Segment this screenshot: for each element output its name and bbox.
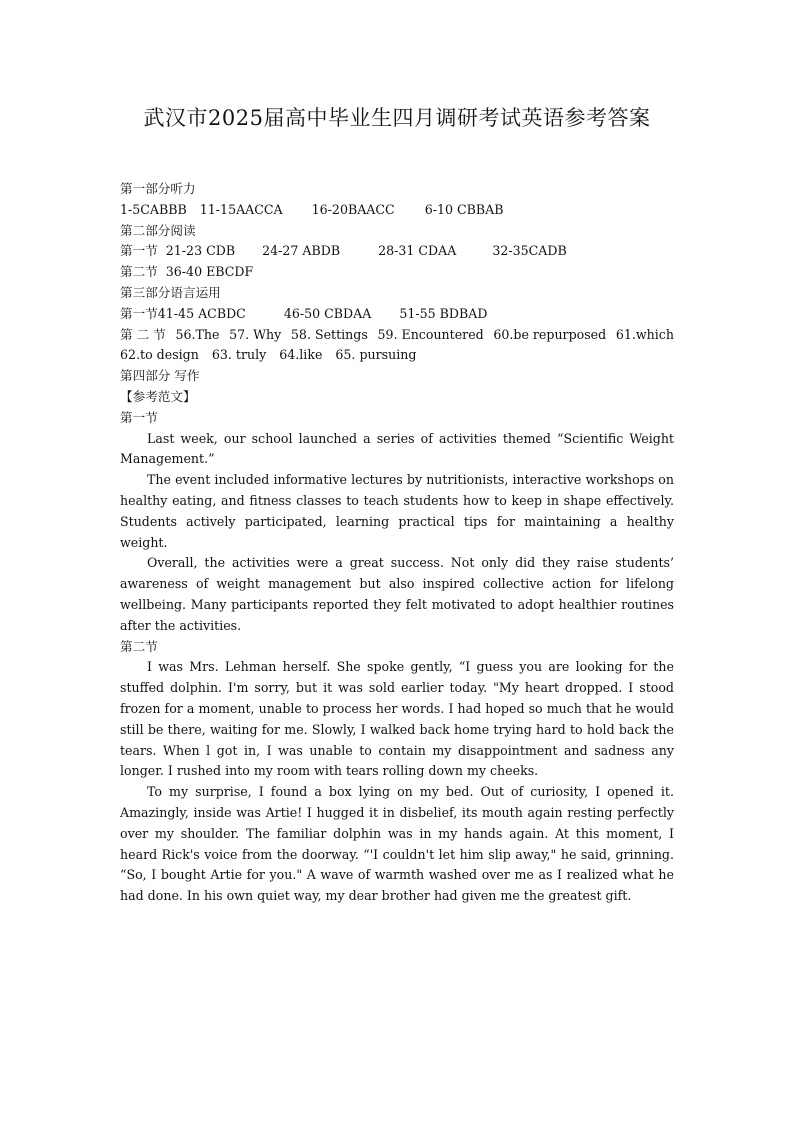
document-body (120, 179, 674, 907)
answer-group: 21-23 CDB (165, 243, 236, 259)
part2-heading: 第二部分阅读 (120, 222, 196, 238)
answer-group: 28-31 CDAA (378, 243, 457, 259)
answer-group: 1-5CABBB (120, 201, 187, 217)
section-label: 第 二 节 (120, 326, 166, 342)
answer-item: 65. pursuing (335, 347, 417, 363)
document-title: 武汉市2025届高中毕业生四月调研考试英语参考答案 (143, 106, 651, 130)
answer-item: 60.be repurposed (493, 326, 607, 342)
part4-heading: 第四部分 写作 (120, 368, 200, 384)
answer-group: 46-50 CBDAA (283, 305, 372, 321)
answer-item: 59. Encountered (377, 326, 484, 342)
answer-group: 6-10 CBBAB (424, 201, 504, 217)
essay-paragraph: I was Mrs. Lehman herself. She spoke gently, “I guess you are looking for the stuffed dolphin. I'm sorry, but it was sold earlier today. "My heart dropped. I stood frozen for a moment, unable to process her words. I had hoped so much that he would still be there, waiting for me. Slowly, I walked back home trying hard to hold back the tears. When l got in, I was unable to contain my disappointment and sadness any longer. I rushed into my room with tears rolling down my cheeks. (120, 659, 674, 779)
section-label: 第一节 (120, 243, 158, 259)
answer-group: 51-55 BDBAD (399, 305, 488, 321)
sample-essay-label: 【参考范文】 (120, 388, 196, 404)
part4-section1-label: 第一节 (120, 409, 158, 425)
essay-paragraph: To my surprise, I found a box lying on my bed. Out of curiosity, I opened it. Amazingly, inside was Artie! I hugged it in disbelief, its mouth again resting perfectly over my shoulder. The familiar dolphin was in my hands again. At this moment, I heard Rick's voice from the doorway. “'I couldn't let him slip away," he said, grinning. “So, I bought Artie for you." A wave of warmth washed over me as I realized what he had done. In his own quiet way, my dear brother had given me the greatest gift. (120, 784, 674, 904)
part2-section1-row (120, 241, 674, 262)
part3-section1-row (120, 304, 674, 325)
essay-paragraph: The event included informative lectures by nutritionists, interactive workshops on healthy eating, and fitness classes to teach students how to keep in shape effectively. Students actively participated, learning practical tips for maintaining a healthy weight. (120, 472, 674, 550)
answer-group: 36-40 EBCDF (165, 264, 254, 280)
part1-answers-row (120, 200, 674, 221)
part3-section2-row1 (120, 325, 674, 346)
essay-paragraph: Overall, the activities were a great success. Not only did they raise students’ awareness of weight management but also inspired collective action for lifelong wellbeing. Many participants reported they felt motivated to adopt healthier routines after the activities. (120, 555, 674, 633)
section-label: 第二节 (120, 264, 158, 280)
part1-heading: 第一部分听力 (120, 181, 196, 196)
answer-item: 56.The (175, 326, 220, 342)
answer-item: 61.which (615, 326, 674, 342)
answer-group: 24-27 ABDB (262, 243, 341, 259)
answer-item: 58. Settings (290, 326, 368, 342)
part4-section2-label: 第二节 (120, 638, 158, 654)
answer-item: 63. truly (211, 347, 267, 363)
answer-item: 57. Why (229, 326, 282, 342)
answer-item: 64.like (279, 347, 323, 363)
section-label: 第一节 (120, 305, 158, 321)
answer-group: 16-20BAACC (311, 201, 395, 217)
part3-section2-row2 (120, 345, 674, 366)
answer-group: 41-45 ACBDC (157, 305, 246, 321)
essay-paragraph: Last week, our school launched a series of activities themed “Scientific Weight Management.” (120, 430, 674, 467)
part3-heading: 第三部分语言运用 (120, 284, 221, 300)
answer-group: 11-15AACCA (199, 201, 283, 217)
answer-item: 62.to design (120, 347, 199, 363)
answer-group: 32-35CADB (492, 243, 567, 259)
part2-section2-row (120, 262, 674, 283)
